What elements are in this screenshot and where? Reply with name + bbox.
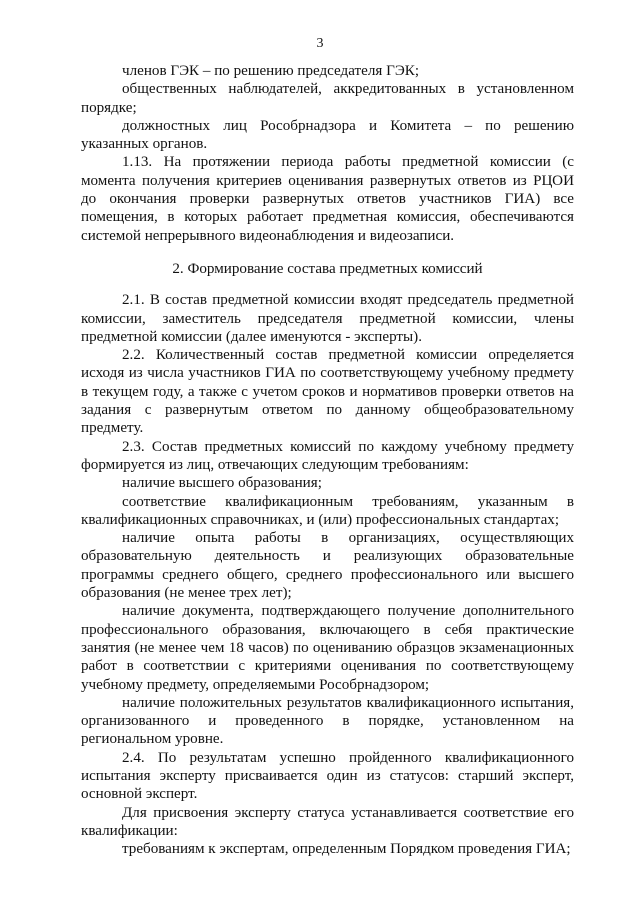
paragraph: соответствие квалификационным требованиям, указанным в квалификационных справочниках, и (или) профессиональных стандартах; bbox=[81, 493, 574, 528]
paragraph: требованиям к экспертам, определенным Порядком проведения ГИА; bbox=[122, 841, 571, 858]
paragraph: Для присвоения эксперту статуса устанавливается соответствие его квалификации: bbox=[81, 804, 574, 839]
paragraph: 1.13. На протяжении периода работы предметной комиссии (с момента получения критериев оценивания развернутых ответов из РЦОИ до окончания проверки развернутых ответов участников ГИА) все помещения, в которых работает предметная комиссия, обеспечиваются системой непрерывного видеонаблюдения и видеозаписи. bbox=[81, 154, 574, 244]
paragraph: 2.3. Состав предметных комиссий по каждому учебному предмету формируется из лиц, отвечающих следующим требованиям: bbox=[81, 438, 574, 473]
paragraph: наличие документа, подтверждающего получение дополнительного профессионального образования, включающего в себя практические занятия (не менее чем 18 часов) по оцениванию образцов экзаменационных работ в соответствии с критериями оценивания по соответствующему учебному предмету, определяемыми Рособрнадзором; bbox=[81, 603, 574, 693]
paragraph: общественных наблюдателей, аккредитованных в установленном порядке; bbox=[81, 81, 574, 116]
paragraph: 2.2. Количественный состав предметной комиссии определяется исходя из числа участников ГИА по соответствующему учебному предмету в текущем году, а также с учетом сроков и нормативов проверки ответов на задания с развернутым ответом по данному общеобразовательному предмету. bbox=[81, 347, 574, 437]
paragraph: членов ГЭК – по решению председателя ГЭК; bbox=[122, 63, 420, 79]
paragraph: наличие положительных результатов квалификационного испытания, организованного и проведенного в порядке, установленном на региональном уровне. bbox=[81, 694, 574, 748]
paragraph: наличие высшего образования; bbox=[122, 475, 322, 492]
paragraph: 2.4. По результатам успешно пройденного квалификационного испытания эксперту присваивается один из статусов: старший эксперт, основной эксперт. bbox=[81, 749, 574, 803]
page-number: 3 bbox=[316, 36, 324, 51]
paragraph: 2.1. В состав предметной комиссии входят председатель предметной комиссии, заместитель председателя предметной комиссии, члены предметной комиссии (далее именуются - эксперты). bbox=[81, 292, 574, 345]
document-body bbox=[81, 62, 574, 858]
section-heading: 2. Формирование состава предметных комиссий bbox=[172, 260, 483, 277]
paragraph: должностных лиц Рособрнадзора и Комитета – по решению указанных органов. bbox=[81, 117, 574, 153]
paragraph: наличие опыта работы в организациях, осуществляющих образовательную деятельность и реализующих образовательные программы среднего общего, среднего профессионального или высшего образования (не менее трех лет); bbox=[81, 530, 574, 602]
